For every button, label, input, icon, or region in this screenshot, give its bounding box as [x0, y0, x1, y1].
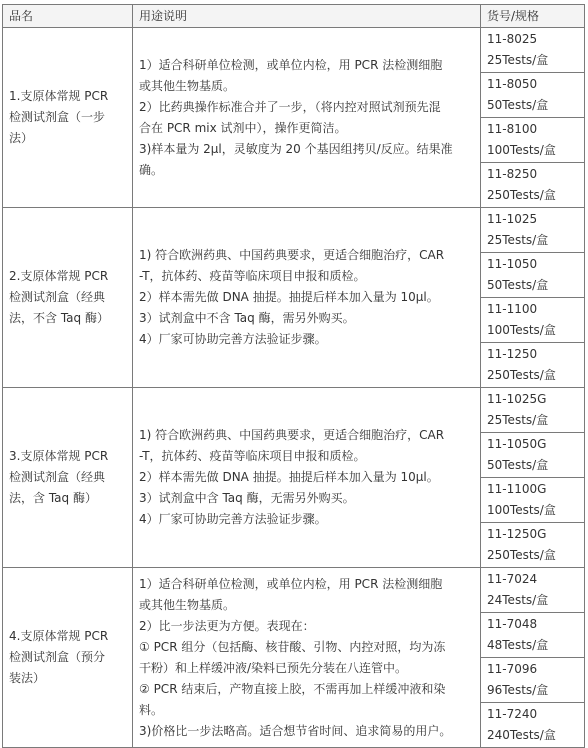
usage-description-line: 3）试剂盒中含 Taq 酶，无需另外购买。: [139, 491, 355, 505]
catalog-cell: [481, 208, 585, 253]
catalog-number: 11-8050: [487, 77, 538, 91]
usage-description-cell: [133, 28, 481, 208]
catalog-cell: [481, 568, 585, 613]
product-name-line: 法，不含 Taq 酶）: [9, 311, 109, 325]
catalog-cell: [481, 73, 585, 118]
usage-description-line: 2）样本需先做 DNA 抽提。抽提后样本加入量为 10μl。: [139, 290, 439, 304]
catalog-cell: [481, 118, 585, 163]
usage-description-line: 料。: [139, 702, 164, 717]
catalog-cell: [481, 253, 585, 298]
catalog-number: 11-1250G: [487, 527, 547, 541]
product-name-line: 1.支原体常规 PCR: [9, 89, 109, 103]
catalog-cell: [481, 298, 585, 343]
usage-description-line: 或其他生物基质。: [139, 78, 236, 93]
usage-description-line: -T，抗体药、疫苗等临床项目申报和质检。: [139, 269, 366, 283]
usage-description-line: 3)样本量为 2μl，灵敏度为 20 个基因组拷贝/反应。结果准: [139, 141, 453, 156]
usage-description-line: 1) 符合欧洲药典、中国药典要求，更适合细胞治疗，CAR: [139, 248, 445, 262]
header-row: [3, 5, 585, 28]
product-name-cell: [3, 28, 133, 208]
catalog-number: 11-1250: [487, 347, 538, 361]
usage-description-cell: [133, 388, 481, 568]
package-spec: 25Tests/盒: [487, 233, 549, 247]
catalog-number: 11-8025: [487, 32, 538, 46]
usage-description-cell: [133, 568, 481, 748]
table-body: [3, 28, 585, 748]
catalog-cell: [481, 28, 585, 73]
catalog-cell: [481, 658, 585, 703]
catalog-number: 11-1100G: [487, 482, 547, 496]
table-row: [3, 208, 585, 253]
package-spec: 50Tests/盒: [487, 278, 549, 292]
product-name-line: 检测试剂盒（预分: [9, 650, 106, 664]
product-name-cell: [3, 568, 133, 748]
usage-description-line: 2）样本需先做 DNA 抽提。抽提后样本加入量为 10μl。: [139, 470, 439, 484]
catalog-cell: [481, 523, 585, 568]
usage-description-line: 或其他生物基质。: [139, 597, 236, 612]
package-spec: 50Tests/盒: [487, 98, 549, 112]
catalog-number: 11-7048: [487, 617, 538, 631]
product-table: [2, 4, 585, 748]
usage-description-line: 合在 PCR mix 试剂中），操作更简洁。: [139, 120, 347, 135]
usage-description-line: 4）厂家可协助完善方法验证步骤。: [139, 512, 327, 526]
catalog-cell: [481, 433, 585, 478]
table-row: [3, 388, 585, 433]
catalog-cell: [481, 613, 585, 658]
product-name-cell: [3, 208, 133, 388]
package-spec: 24Tests/盒: [487, 593, 549, 607]
catalog-number: 11-7240: [487, 707, 538, 721]
catalog-number: 11-8250: [487, 167, 538, 181]
package-spec: 25Tests/盒: [487, 413, 549, 427]
usage-description-line: 1）适合科研单位检测，或单位内检，用 PCR 法检测细胞: [139, 57, 443, 72]
package-spec: 50Tests/盒: [487, 458, 549, 472]
package-spec: 100Tests/盒: [487, 323, 556, 337]
table-header: [3, 5, 585, 28]
package-spec: 250Tests/盒: [487, 188, 556, 202]
catalog-cell: [481, 478, 585, 523]
usage-description-line: ① PCR 组分（包括酶、核苷酸、引物、内控对照，均为冻: [139, 639, 446, 654]
product-name-line: 装法）: [9, 671, 46, 685]
header-catalog: 货号/规格: [481, 5, 585, 28]
product-name-line: 检测试剂盒（经典: [9, 470, 106, 484]
catalog-cell: [481, 343, 585, 388]
package-spec: 250Tests/盒: [487, 548, 556, 562]
usage-description-line: 干粉）和上样缓冲液/染料已预先分装在八连管中。: [139, 660, 408, 675]
catalog-cell: [481, 163, 585, 208]
usage-description-line: 2）比药典操作标准合并了一步，（将内控对照试剂预先混: [139, 99, 441, 114]
usage-description-line: 3)价格比一步法略高。适合想节省时间、追求简易的用户。: [139, 723, 452, 738]
package-spec: 48Tests/盒: [487, 638, 549, 652]
product-name-line: 4.支原体常规 PCR: [9, 629, 109, 643]
package-spec: 240Tests/盒: [487, 728, 556, 742]
usage-description-line: ② PCR 结束后，产物直接上胶，不需再加上样缓冲液和染: [139, 681, 446, 696]
table-row: [3, 568, 585, 613]
usage-description-cell: [133, 208, 481, 388]
usage-description-line: -T，抗体药、疫苗等临床项目申报和质检。: [139, 449, 366, 463]
product-name-line: 检测试剂盒（一步: [9, 110, 106, 124]
catalog-number: 11-1050: [487, 257, 538, 271]
package-spec: 100Tests/盒: [487, 143, 556, 157]
package-spec: 25Tests/盒: [487, 53, 549, 67]
catalog-cell: [481, 703, 585, 748]
product-name-line: 法，含 Taq 酶）: [9, 491, 97, 505]
header-product-name: 品名: [3, 5, 133, 28]
table-row: [3, 28, 585, 73]
product-name-line: 2.支原体常规 PCR: [9, 269, 109, 283]
usage-description-line: 1）适合科研单位检测，或单位内检，用 PCR 法检测细胞: [139, 576, 443, 591]
product-name-line: 法）: [9, 131, 34, 145]
product-name-line: 3.支原体常规 PCR: [9, 449, 109, 463]
catalog-number: 11-1100: [487, 302, 538, 316]
catalog-number: 11-8100: [487, 122, 538, 136]
catalog-number: 11-1025G: [487, 392, 547, 406]
product-name-cell: [3, 388, 133, 568]
catalog-number: 11-7024: [487, 572, 538, 586]
usage-description-line: 1) 符合欧洲药典、中国药典要求，更适合细胞治疗，CAR: [139, 428, 445, 442]
product-name-line: 检测试剂盒（经典: [9, 290, 106, 304]
catalog-number: 11-1025: [487, 212, 538, 226]
usage-description-line: 确。: [139, 162, 164, 177]
catalog-number: 11-7096: [487, 662, 538, 676]
catalog-number: 11-1050G: [487, 437, 547, 451]
usage-description-line: 3）试剂盒中不含 Taq 酶，需另外购买。: [139, 311, 355, 325]
package-spec: 100Tests/盒: [487, 503, 556, 517]
catalog-cell: [481, 388, 585, 433]
package-spec: 250Tests/盒: [487, 368, 556, 382]
usage-description-line: 2）比一步法更为方便。表现在：: [139, 618, 315, 633]
usage-description-line: 4）厂家可协助完善方法验证步骤。: [139, 332, 327, 346]
package-spec: 96Tests/盒: [487, 683, 549, 697]
header-usage: 用途说明: [133, 5, 481, 28]
